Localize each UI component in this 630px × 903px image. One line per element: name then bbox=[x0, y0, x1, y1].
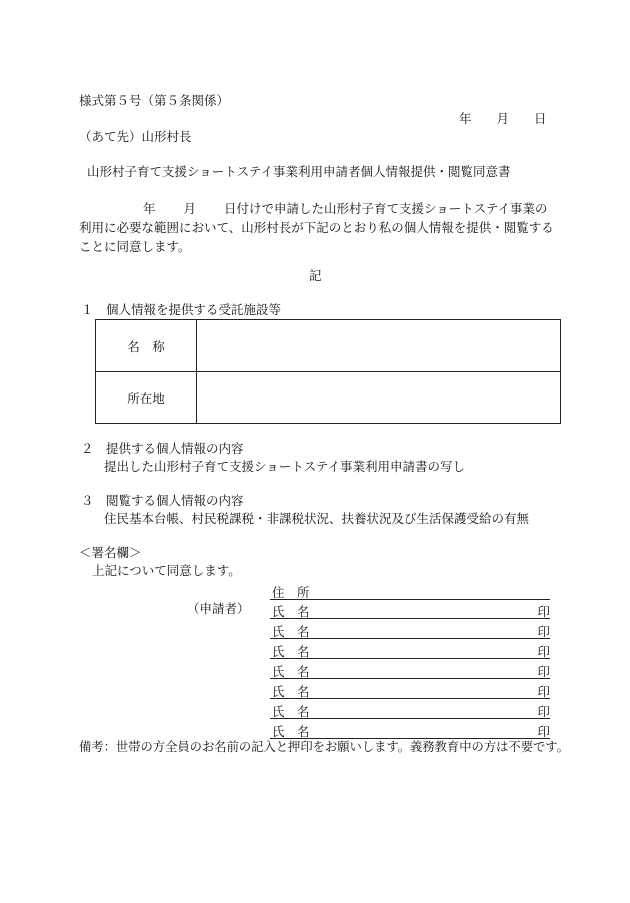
section3-heading: ３ 閲覧する個人情報の内容 bbox=[81, 493, 244, 508]
name-label: 氏 名 bbox=[272, 604, 310, 619]
name-label: 氏 名 bbox=[272, 704, 310, 719]
applicant-label: （申請者） bbox=[187, 601, 250, 616]
date-line: 年 月 日 bbox=[459, 111, 547, 126]
intro-month: 月 bbox=[183, 201, 197, 216]
section3-body: 住民基本台帳、村民税課税・非課税状況、扶養状況及び生活保護受給の有無 bbox=[104, 511, 530, 526]
facility-address-row bbox=[96, 372, 561, 424]
seal-mark: 印 bbox=[537, 624, 550, 639]
facility-address-label: 所在地 bbox=[96, 372, 197, 424]
form-number: 様式第５号（第５条関係） bbox=[79, 93, 230, 108]
address-line[interactable] bbox=[270, 581, 550, 600]
consent-paragraph bbox=[79, 199, 555, 256]
seal-mark: 印 bbox=[537, 704, 550, 719]
seal-mark: 印 bbox=[537, 684, 550, 699]
name-label: 氏 名 bbox=[272, 624, 310, 639]
signature-line[interactable] bbox=[270, 680, 550, 699]
remarks-note: 備考：世帯の方全員のお名前の記入と押印をお願いします。義務教育中の方は不要です。 bbox=[79, 740, 569, 754]
signature-line[interactable] bbox=[270, 700, 550, 719]
seal-mark: 印 bbox=[537, 724, 550, 739]
seal-mark: 印 bbox=[537, 664, 550, 679]
intro-text: 日付けで申請した山形村子育て支援ショートステイ事業の利用に必要な範囲において、山形村長が下記のとおり私の個人情報を提供・閲覧することに同意します。 bbox=[79, 201, 554, 254]
facility-table bbox=[95, 319, 561, 424]
addressee: （あて先）山形村長 bbox=[79, 129, 192, 144]
signature-line[interactable] bbox=[270, 720, 550, 739]
seal-mark: 印 bbox=[537, 604, 550, 619]
name-label: 氏 名 bbox=[272, 664, 310, 679]
section1-heading: １ 個人情報を提供する受託施設等 bbox=[81, 302, 282, 317]
signature-heading: ＜署名欄＞ bbox=[79, 545, 142, 560]
signature-agree: 上記について同意します。 bbox=[92, 563, 241, 578]
address-label: 住 所 bbox=[272, 585, 310, 600]
facility-name-label: 名 称 bbox=[96, 320, 197, 372]
seal-mark: 印 bbox=[537, 644, 550, 659]
signature-line[interactable] bbox=[270, 600, 550, 619]
facility-name-row bbox=[96, 320, 561, 372]
name-label: 氏 名 bbox=[272, 684, 310, 699]
document-title: 山形村子育て支援ショートステイ事業利用申請者個人情報提供・閲覧同意書 bbox=[87, 164, 511, 179]
ki-heading: 記 bbox=[309, 268, 322, 283]
facility-address-value[interactable] bbox=[197, 372, 561, 424]
signature-line[interactable] bbox=[270, 620, 550, 639]
section2-body: 提出した山形村子育て支援ショートステイ事業利用申請書の写し bbox=[104, 459, 466, 474]
section2-heading: ２ 提供する個人情報の内容 bbox=[81, 441, 244, 456]
name-label: 氏 名 bbox=[272, 724, 310, 739]
facility-name-value[interactable] bbox=[197, 320, 561, 372]
signature-line[interactable] bbox=[270, 640, 550, 659]
intro-year: 年 bbox=[143, 201, 156, 216]
name-label: 氏 名 bbox=[272, 644, 310, 659]
signature-line[interactable] bbox=[270, 660, 550, 679]
